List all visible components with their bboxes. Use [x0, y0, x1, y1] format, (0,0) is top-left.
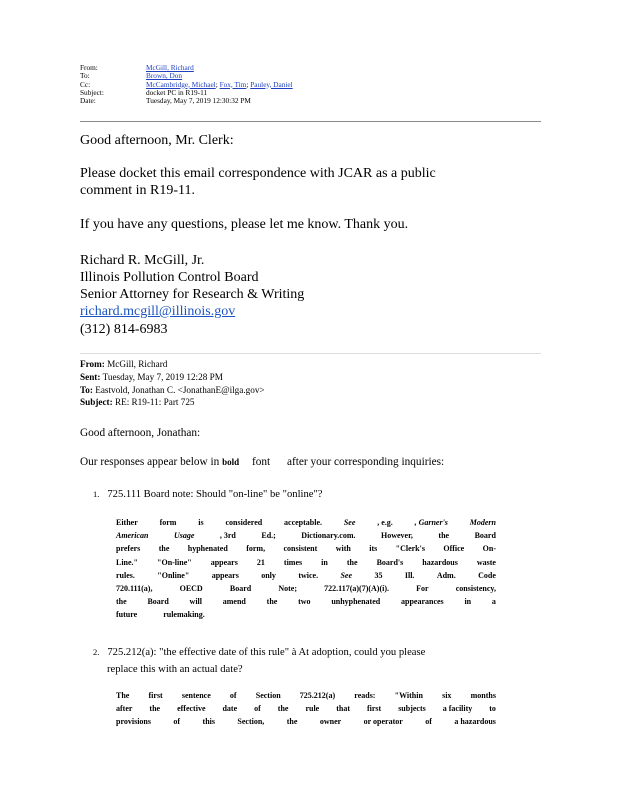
- header-subject-label: Subject:: [80, 87, 104, 97]
- signature-name: Richard R. McGill, Jr.: [80, 253, 205, 268]
- forwarded-subject-row: [80, 396, 265, 409]
- response-word: consistency,: [455, 583, 496, 593]
- response-word: Note;: [278, 583, 297, 593]
- response-line: [116, 715, 496, 728]
- header-cc-row: Cc: McCambridge, Michael; Fox, Tim; Pauley, Daniel: [80, 79, 293, 89]
- response-word: However,: [381, 531, 413, 541]
- response-word: amend: [222, 597, 246, 607]
- response-word: only: [261, 570, 276, 580]
- response-word: the: [286, 717, 298, 727]
- response-word: Board: [474, 531, 496, 541]
- response-word: owner: [319, 717, 342, 727]
- signature-title: Senior Attorney for Research & Writing: [80, 287, 305, 302]
- response-word: Ed.;: [261, 531, 276, 541]
- response-word: the: [158, 544, 170, 554]
- response-word: Board: [229, 583, 252, 593]
- header-from-link[interactable]: McGill, Richard: [146, 64, 194, 72]
- response-word: provisions: [116, 717, 151, 727]
- response-word: six: [442, 691, 452, 700]
- response-line: [116, 556, 496, 569]
- response-word: "Within: [394, 691, 423, 700]
- response-word: See: [343, 518, 356, 527]
- header-subject: docket PC in R19-11: [146, 88, 208, 97]
- response-word: the: [116, 597, 127, 607]
- response-line: [116, 582, 496, 595]
- response-word: Line.": [116, 557, 138, 567]
- response-word: with: [335, 544, 351, 554]
- response-word: hazardous: [422, 557, 458, 567]
- response-word: prefers: [116, 544, 141, 554]
- list-item-number: 2.: [93, 647, 100, 657]
- response-word: acceptable.: [284, 518, 323, 527]
- signature-email-link[interactable]: richard.mcgill@illinois.gov: [80, 304, 236, 319]
- reply-intro: [80, 456, 444, 468]
- response-word: reads:: [354, 691, 376, 700]
- header-to-label: To:: [80, 71, 90, 81]
- response-word: future: [116, 610, 138, 620]
- response-line: [116, 608, 496, 621]
- header-date: Tuesday, May 7, 2019 12:30:32 PM: [146, 97, 251, 106]
- header-cc-link[interactable]: Pauley, Daniel: [250, 80, 293, 89]
- list-item-question-text: replace this with an actual date?: [107, 664, 243, 675]
- header-from-row: [80, 64, 540, 72]
- response-word: will: [189, 597, 202, 607]
- response-word: rule: [305, 704, 320, 714]
- response-word: For: [416, 583, 429, 593]
- response-word: this: [202, 717, 215, 727]
- response-word: Board's: [376, 557, 404, 567]
- list-item-question-text: 725.212(a): "the effective date of this rule" à At adoption, could you please: [107, 647, 426, 658]
- response-word: to: [489, 704, 496, 714]
- response-word: 725.212(a): [299, 691, 336, 700]
- response-line: [116, 595, 496, 608]
- response-word: , Garner's: [414, 518, 448, 527]
- response-word: rules.: [116, 570, 135, 580]
- response-word: , e.g.: [377, 518, 393, 527]
- response-word: of: [254, 704, 261, 714]
- response-word: appearances: [401, 597, 444, 607]
- forward-divider: [80, 353, 541, 354]
- reply-greeting: Good afternoon, Jonathan:: [80, 427, 201, 439]
- header-date-row: [80, 97, 540, 105]
- response-word: Adm.: [436, 570, 456, 580]
- response-word: Modern: [469, 518, 496, 527]
- reply-intro-bold: bold: [222, 457, 240, 467]
- list-item-response: [116, 689, 496, 729]
- list-item-question: [93, 489, 323, 500]
- response-word: is: [198, 518, 204, 527]
- response-line: [116, 702, 496, 715]
- header-to-row: [80, 72, 540, 80]
- response-word: Usage: [173, 531, 195, 541]
- response-word: OECD: [179, 583, 203, 593]
- response-word: considered: [225, 518, 263, 527]
- response-word: a: [491, 597, 496, 607]
- response-word: form: [159, 518, 177, 527]
- body-paragraph: If you have any questions, please let me know. Thank you.: [80, 217, 409, 232]
- response-word: "On-line": [157, 557, 192, 567]
- list-item-question: [93, 647, 425, 658]
- forwarded-sent: Tuesday, May 7, 2019 12:28 PM: [102, 371, 223, 382]
- response-word: hyphenated: [187, 544, 228, 554]
- response-word: 35: [374, 570, 383, 580]
- header-from-label: From:: [80, 63, 98, 72]
- response-word: 722.117(a)(7)(A)(i).: [324, 583, 390, 593]
- response-word: the: [438, 531, 450, 541]
- response-word: in: [321, 557, 328, 567]
- forwarded-to-row: [80, 384, 265, 397]
- response-word: 21: [256, 557, 265, 567]
- signature-phone: (312) 814-6983: [80, 322, 168, 337]
- header-divider: [80, 121, 541, 122]
- response-word: Either: [116, 518, 138, 527]
- body-paragraph-line: Please docket this email correspondence with JCAR as a public: [80, 166, 436, 181]
- response-word: its: [369, 544, 378, 554]
- header-cc-link[interactable]: Fox, Tim: [219, 80, 247, 89]
- body-paragraph-line: comment in R19-11.: [80, 183, 195, 198]
- forwarded-from-row: [80, 358, 265, 371]
- header-cc-link[interactable]: McCambridge, Michael: [146, 80, 216, 89]
- response-word: 720.111(a),: [116, 583, 153, 593]
- response-word: subjects: [398, 704, 426, 714]
- response-word: , 3rd: [219, 531, 236, 541]
- response-line: [116, 542, 496, 555]
- response-word: in: [464, 597, 472, 607]
- response-word: unhyphenated: [331, 597, 381, 607]
- response-word: that: [336, 704, 350, 714]
- email-header: [80, 64, 540, 105]
- header-date-label: Date:: [80, 96, 96, 106]
- response-line: [116, 689, 496, 702]
- response-word: the: [149, 704, 161, 714]
- list-item-question-text: 725.111 Board note: Should "on-line" be "online"?: [107, 489, 323, 500]
- response-word: form,: [246, 544, 266, 554]
- forwarded-from: McGill, Richard: [107, 359, 168, 369]
- response-line: [116, 529, 496, 542]
- forwarded-sent-row: [80, 371, 265, 384]
- response-word: waste: [476, 557, 496, 567]
- response-word: "Clerk's: [395, 544, 425, 554]
- forwarded-header: [80, 358, 265, 409]
- list-item-number: 1.: [93, 489, 100, 499]
- response-word: months: [470, 691, 496, 700]
- reply-intro-font: font: [251, 456, 271, 468]
- response-word: consistent: [283, 544, 318, 554]
- header-subject-row: [80, 89, 540, 97]
- response-word: appears: [210, 557, 238, 567]
- response-word: first: [366, 704, 382, 714]
- reply-intro-text: after your corresponding inquiries:: [287, 456, 445, 468]
- response-word: appears: [211, 570, 239, 580]
- response-word: rulemaking.: [163, 610, 205, 620]
- response-word: Office: [443, 544, 465, 554]
- forwarded-from-label: From:: [80, 359, 105, 369]
- response-word: Section: [255, 691, 281, 700]
- response-word: of: [173, 717, 181, 727]
- response-word: of: [229, 691, 237, 700]
- response-word: date: [222, 704, 238, 714]
- response-word: times: [283, 557, 303, 567]
- forwarded-to-label: To:: [80, 384, 93, 395]
- response-word: Ill.: [404, 570, 415, 580]
- response-word: a hazardous: [454, 717, 496, 727]
- response-word: See: [340, 570, 353, 580]
- response-word: or operator: [363, 717, 403, 727]
- response-word: effective: [177, 704, 206, 714]
- response-word: twice.: [298, 570, 319, 580]
- list-item-response: [116, 516, 496, 622]
- forwarded-to: Eastvold, Jonathan C. <JonathanE@ilga.gov>: [95, 384, 265, 395]
- response-line: [116, 569, 496, 582]
- response-word: Section,: [237, 717, 265, 727]
- response-word: "Online": [157, 570, 190, 580]
- response-word: first: [148, 691, 163, 700]
- response-word: Code: [478, 570, 496, 580]
- response-word: sentence: [181, 691, 211, 700]
- header-cc-label: Cc:: [80, 79, 91, 89]
- response-word: the: [277, 704, 289, 714]
- greeting: Good afternoon, Mr. Clerk:: [80, 133, 234, 148]
- response-word: after: [116, 704, 133, 714]
- forwarded-sent-label: Sent:: [80, 371, 101, 382]
- response-word: Board: [147, 597, 169, 607]
- response-word: On-: [482, 544, 496, 554]
- forwarded-subject: RE: R19-11: Part 725: [114, 397, 195, 408]
- response-line: [116, 516, 496, 529]
- response-word: of: [425, 717, 432, 727]
- response-word: two: [298, 597, 311, 607]
- response-word: the: [266, 597, 278, 607]
- forwarded-subject-label: Subject:: [80, 397, 113, 408]
- response-word: American: [116, 531, 149, 541]
- response-word: The: [116, 691, 130, 700]
- response-word: a facility: [442, 704, 473, 714]
- reply-intro-text: Our responses appear below in: [80, 456, 220, 468]
- response-word: the: [346, 557, 358, 567]
- signature-org: Illinois Pollution Control Board: [80, 270, 259, 285]
- response-word: Dictionary.com.: [301, 531, 356, 541]
- header-to-link[interactable]: Brown, Don: [146, 72, 183, 81]
